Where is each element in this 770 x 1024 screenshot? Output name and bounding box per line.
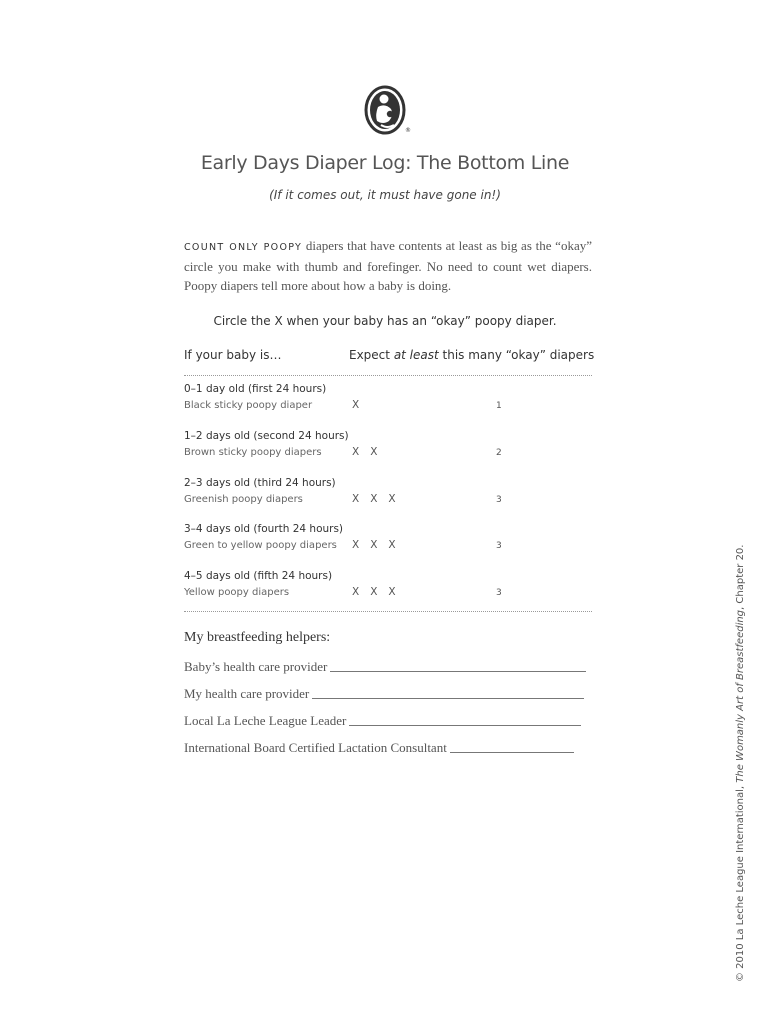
row-expected-count: 2 <box>496 448 502 458</box>
helper-label: My health care provider <box>184 686 310 701</box>
circle-x-mark[interactable]: X <box>352 399 360 411</box>
column-header-expected-emphasis: at least <box>393 348 439 362</box>
row-expected-count: 3 <box>496 495 502 505</box>
row-marks <box>352 446 377 458</box>
helper-blank-line[interactable] <box>312 698 584 699</box>
column-header-expected-pre: Expect <box>349 348 394 362</box>
circle-x-mark[interactable]: X <box>370 586 378 598</box>
table-row <box>184 430 592 466</box>
column-header-expected-post: this many “okay” diapers <box>438 348 595 362</box>
row-marks <box>352 586 396 598</box>
table-row <box>184 477 592 513</box>
row-description: Brown sticky poopy diapers <box>184 447 322 458</box>
copyright-pre: © 2010 La Leche League International, <box>735 782 746 982</box>
instruction-text: Circle the X when your baby has an “okay” poopy diaper. <box>213 314 557 328</box>
helper-blank-line[interactable] <box>349 725 581 726</box>
table-row <box>184 383 592 419</box>
helper-field-lll-leader <box>184 711 581 729</box>
helper-field-baby-provider <box>184 657 586 675</box>
copyright-notice <box>735 545 746 982</box>
circle-x-mark[interactable]: X <box>352 493 360 505</box>
registered-mark: ® <box>405 127 411 134</box>
row-marks <box>352 539 396 551</box>
row-description: Black sticky poopy diaper <box>184 400 313 411</box>
copyright-book-title: The Womanly Art of Breastfeeding <box>735 609 746 783</box>
row-marks <box>352 399 359 411</box>
mother-nursing-baby-logo-icon <box>363 85 411 137</box>
circle-x-mark[interactable]: X <box>388 539 396 551</box>
row-marks <box>352 493 396 505</box>
row-age: 1–2 days old (second 24 hours) <box>184 430 349 442</box>
helper-field-my-provider <box>184 684 584 702</box>
column-header-expected <box>349 348 594 362</box>
row-age: 0–1 day old (first 24 hours) <box>184 383 327 395</box>
intro-text: diapers that have contents at least as big as the “okay” circle you make with thumb and forefinger. No need to count wet diapers. Poopy diapers tell more about how a baby is doing. <box>184 238 592 293</box>
column-header-age: If your baby is… <box>184 348 282 362</box>
circle-x-mark[interactable]: X <box>370 493 378 505</box>
circle-x-mark[interactable]: X <box>352 446 360 458</box>
row-age: 2–3 days old (third 24 hours) <box>184 477 336 489</box>
page-subtitle: (If it comes out, it must have gone in!) <box>269 188 501 202</box>
helper-label: International Board Certified Lactation Consultant <box>184 740 447 755</box>
table-bottom-divider <box>184 611 592 612</box>
circle-x-mark[interactable]: X <box>388 493 396 505</box>
circle-x-mark[interactable]: X <box>352 586 360 598</box>
lll-logo <box>363 85 411 137</box>
circle-x-mark[interactable]: X <box>370 539 378 551</box>
intro-lead-caps: COUNT ONLY POOPY <box>184 242 303 253</box>
row-age: 3–4 days old (fourth 24 hours) <box>184 523 344 535</box>
row-description: Greenish poopy diapers <box>184 494 303 505</box>
helper-label: Baby’s health care provider <box>184 659 328 674</box>
intro-paragraph <box>184 236 592 295</box>
row-expected-count: 3 <box>496 588 502 598</box>
helpers-title: My breastfeeding helpers: <box>184 630 331 645</box>
helper-label: Local La Leche League Leader <box>184 713 347 728</box>
row-description: Green to yellow poopy diapers <box>184 540 337 551</box>
helper-field-ibclc <box>184 738 574 756</box>
row-expected-count: 3 <box>496 541 502 551</box>
table-top-divider <box>184 375 592 376</box>
circle-x-mark[interactable]: X <box>352 539 360 551</box>
table-row <box>184 570 592 606</box>
helper-blank-line[interactable] <box>450 752 574 753</box>
row-description: Yellow poopy diapers <box>184 587 290 598</box>
circle-x-mark[interactable]: X <box>388 586 396 598</box>
table-row <box>184 523 592 559</box>
row-age: 4–5 days old (fifth 24 hours) <box>184 570 333 582</box>
copyright-post: , Chapter 20. <box>735 544 746 610</box>
row-expected-count: 1 <box>496 401 502 411</box>
helper-blank-line[interactable] <box>330 671 586 672</box>
page-title: Early Days Diaper Log: The Bottom Line <box>200 152 570 174</box>
circle-x-mark[interactable]: X <box>370 446 378 458</box>
